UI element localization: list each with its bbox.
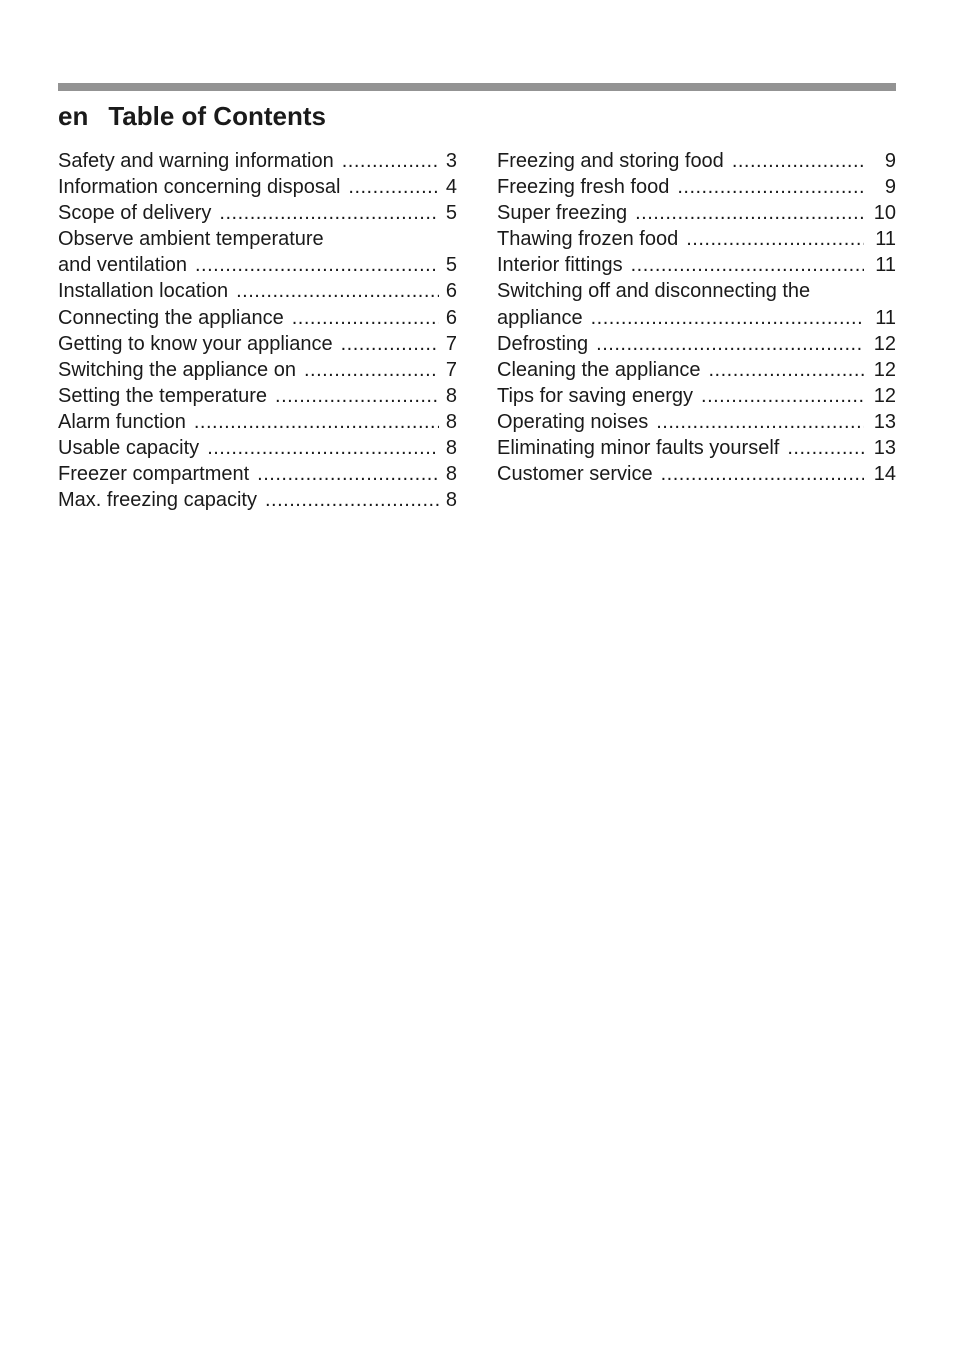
toc-entry[interactable] (58, 200, 457, 226)
toc-entry-page: 9 (884, 176, 896, 199)
toc-leader-dots (275, 383, 439, 409)
toc-entry-title: Getting to know your appliance (58, 332, 333, 355)
toc-leader-dots (195, 252, 439, 278)
toc-leader-dots (257, 461, 439, 487)
toc-entry[interactable] (497, 461, 896, 487)
toc-entry[interactable] (58, 278, 457, 304)
toc-entry-page: 5 (445, 254, 457, 277)
toc-entry-page: 11 (875, 254, 896, 277)
toc-entry[interactable] (58, 357, 457, 383)
toc-entry-title: Thawing frozen food (497, 228, 679, 251)
toc-entry[interactable] (58, 226, 457, 252)
toc-leader-dots (686, 226, 864, 252)
toc-entry-page: 12 (873, 358, 896, 381)
toc-entry-page: 7 (445, 358, 457, 381)
toc-entry-title: Safety and warning information (58, 150, 334, 172)
toc-entry[interactable] (497, 174, 896, 200)
toc-entry-title: Alarm function (58, 410, 186, 433)
toc-entry-page: 5 (445, 202, 457, 225)
toc-entry[interactable] (497, 278, 896, 304)
toc-leader-dots (236, 278, 439, 304)
toc-entry-title: Customer service (497, 463, 653, 486)
toc-entry[interactable] (497, 226, 896, 252)
toc-entry-title: Usable capacity (58, 437, 200, 460)
toc-entry[interactable] (58, 148, 457, 174)
toc-entry[interactable] (58, 409, 457, 435)
toc-entry-page: 8 (445, 384, 457, 407)
toc-entry-title: Cleaning the appliance (497, 358, 701, 381)
toc-leader-dots (656, 409, 864, 435)
toc-entry-title: appliance (497, 306, 583, 329)
toc-entry-page: 14 (873, 463, 896, 486)
toc-leader-dots (219, 200, 439, 226)
toc-leader-dots (661, 461, 864, 487)
toc-entry[interactable] (58, 305, 457, 331)
toc-entry[interactable] (58, 487, 457, 513)
toc-entry[interactable] (497, 409, 896, 435)
toc-entry-title: Setting the temperature (58, 384, 268, 407)
toc-leader-dots (732, 148, 864, 174)
toc-entry-title: Max. freezing capacity (58, 489, 257, 512)
header-rule (58, 83, 896, 91)
toc-leader-dots (596, 331, 864, 357)
toc-leader-dots (194, 409, 439, 435)
toc-column-right (497, 148, 896, 487)
toc-entry[interactable] (58, 331, 457, 357)
toc-leader-dots (709, 357, 865, 383)
toc-leader-dots (635, 200, 864, 226)
toc-entry-title: Super freezing (497, 202, 628, 225)
toc-leader-dots (342, 148, 439, 174)
page-title (58, 98, 326, 134)
toc-leader-dots (631, 252, 864, 278)
toc-leader-dots (207, 435, 439, 461)
toc-entry-page: 8 (445, 489, 457, 512)
toc-leader-dots (292, 305, 439, 331)
toc-entry-title: and ventilation (58, 254, 187, 277)
toc-entry[interactable] (497, 383, 896, 409)
toc-leader-dots (787, 435, 864, 461)
toc-entry-page: 7 (445, 332, 457, 355)
toc-entry[interactable] (58, 435, 457, 461)
toc-entry-page: 13 (873, 437, 896, 460)
toc-entry-page: 10 (873, 202, 896, 225)
toc-entry-title: Eliminating minor faults yourself (497, 437, 780, 460)
toc-entry[interactable] (58, 174, 457, 200)
toc-entry[interactable] (58, 383, 457, 409)
toc-entry-page: 12 (873, 332, 896, 355)
toc-entry[interactable] (497, 305, 896, 331)
toc-entry-title: Observe ambient temperature (58, 228, 324, 251)
toc-entry-page: 9 (884, 150, 896, 172)
toc-entry[interactable] (497, 331, 896, 357)
toc-leader-dots (701, 383, 864, 409)
toc-entry-title: Switching the appliance on (58, 358, 296, 381)
toc-leader-dots (348, 174, 439, 200)
toc-entry-title: Freezer compartment (58, 463, 250, 486)
toc-leader-dots (591, 305, 864, 331)
toc-entry-page: 3 (445, 150, 457, 172)
toc-entry-page: 11 (875, 306, 896, 329)
toc-entry-page: 6 (445, 306, 457, 329)
toc-entry-page: 6 (445, 280, 457, 303)
page-title-text: Table of Contents (108, 101, 326, 131)
toc-leader-dots (304, 357, 439, 383)
toc-leader-dots (677, 174, 864, 200)
toc-entry-title: Switching off and disconnecting the (497, 280, 811, 303)
toc-entry-title: Scope of delivery (58, 202, 212, 225)
toc-entry-title: Operating noises (497, 410, 649, 433)
toc-entry-page: 12 (873, 384, 896, 407)
toc-entry-page: 8 (445, 463, 457, 486)
toc-entry-title: Defrosting (497, 332, 589, 355)
toc-entry-title: Freezing and storing food (497, 150, 724, 172)
toc-column-left (58, 148, 457, 513)
toc-entry-page: 8 (445, 437, 457, 460)
toc-leader-dots (341, 331, 439, 357)
toc-entry-title: Freezing fresh food (497, 176, 670, 199)
toc-entry-page: 11 (875, 228, 896, 251)
toc-entry-page: 13 (873, 410, 896, 433)
toc-entry[interactable] (497, 435, 896, 461)
toc-entry-title: Connecting the appliance (58, 306, 284, 329)
toc-entry[interactable] (58, 252, 457, 278)
toc-entry-page: 8 (445, 410, 457, 433)
toc-entry[interactable] (58, 461, 457, 487)
toc-entry-title: Information concerning disposal (58, 176, 341, 199)
toc-entry[interactable] (497, 148, 896, 174)
toc-entry-title: Interior fittings (497, 254, 623, 277)
toc-entry-page: 4 (445, 176, 457, 199)
toc-entry-title: Installation location (58, 280, 229, 303)
language-code: en (58, 101, 89, 131)
toc-leader-dots (265, 487, 439, 513)
toc-entry[interactable] (497, 357, 896, 383)
toc-entry-title: Tips for saving energy (497, 384, 694, 407)
toc-entry[interactable] (497, 200, 896, 226)
toc-entry[interactable] (497, 252, 896, 278)
